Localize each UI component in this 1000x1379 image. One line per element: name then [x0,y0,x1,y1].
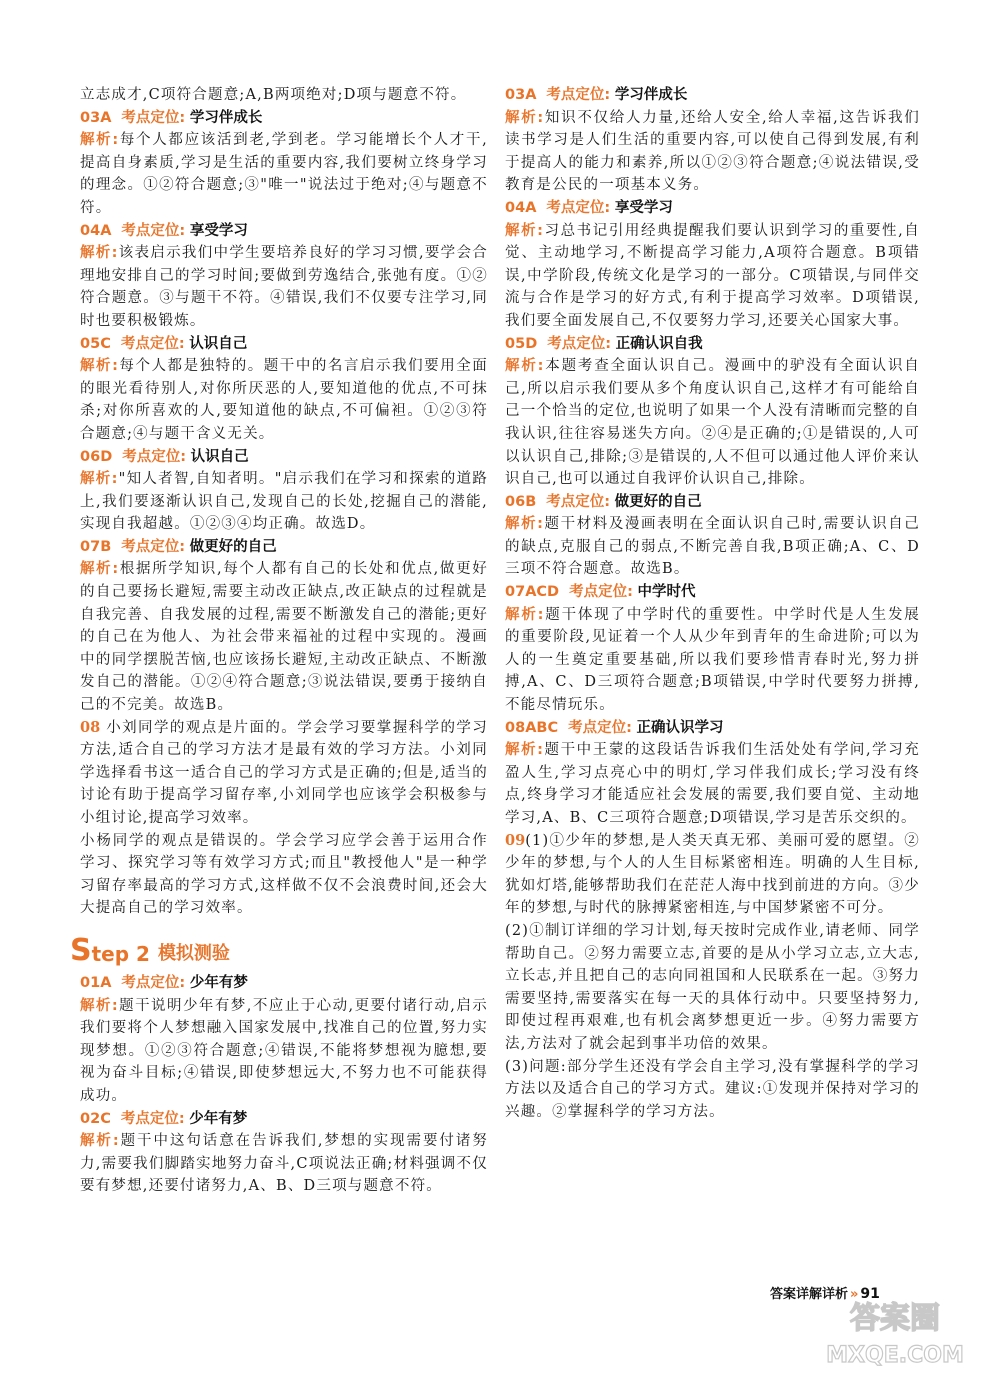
answer-item: 07ACD 考点定位: 中学时代 解析:题干体现了中学时代的重要性。中学时代是人生发展的重要阶段,见证着一个人从少年到青年的生命进阶;可以为人的一生奠定重要基础,所以我们要珍惜青春时光,努力拼搏,A、C、D三项符合题意;B项错误,中学时代要努力拼搏,不能尽情玩乐。 [505,584,920,714]
right-column [505,84,920,1123]
answer-item: 06B 考点定位: 做更好的自己 解析:题干材料及漫画表明在全面认识自己时,需要认识自己的缺点,克服自己的弱点,不断完善自我,B项正确;A、C、D三项不符合题意。故选B。 [505,493,920,578]
answer-item: 05C 考点定位: 认识自己 解析:每个人都是独特的。题干中的名言启示我们要用全面的眼光看待别人,对你所厌恶的人,要知道他的优点,不可抹杀;对你所喜欢的人,要知道他的缺点,不可偏袒。①②③符合题意;④与题干含义无关。 [80,335,488,442]
step-2-heading: S tep 2 模拟测验 [70,932,230,968]
intro-text: 立志成才,C项符合题意;A,B两项绝对;D项与题意不符。 [80,87,467,103]
svg-text:MXQE.COM: MXQE.COM [826,1343,964,1368]
svg-text:答案圈: 答案圈 [850,1301,940,1336]
answer-item: 03A 考点定位: 学习伴成长 解析:知识不仅给人力量,还给人安全,给人幸福,这告诉我们读书学习是人们生活的重要内容,可以使自己得到发展,有利于提高人的能力和素养,所以①②③符合题意;④说法错误,受教育是公民的一项基本义务。 [505,87,920,194]
answer-item: 06D 考点定位: 认识自己 解析:"知人者智,自知者明。"启示我们在学习和探索的道路上,我们要逐渐认识自己,发现自己的长处,挖掘自己的潜能,实现自我超越。①②③④均正确。故选D。 [80,448,488,533]
answer-item: 04A 考点定位: 享受学习 解析:习总书记引用经典提醒我们要认识到学习的重要性,自觉、主动地学习,不断提高学习能力,A项符合题意。B项错误,中学阶段,传统文化是学习的一部分。C项错误,与同伴交流与合作是学习的好方式,有利于提高学习效率。D项错误,我们要全面发展自己,不仅要努力学习,还要关心国家大事。 [505,199,920,329]
question-09: 09(1)①少年的梦想,是人类天真无邪、美丽可爱的愿望。②少年的梦想,与个人的人生目标紧密相连。明确的人生目标,犹如灯塔,能够帮助我们在茫茫人海中找到前进的方向。③少年的梦想,与时代的脉搏紧密相连,与中国梦紧密不可分。 (2)①制订详细的学习计划,每天按时完成作业,请老师、同学帮助自己。②努力需要立志,首要的是从小学习立志,立大志,立长志,并且把自己的志向同祖国和人民联系在一起。③努力需要坚持,需要落实在每一天的具体行动中。只要坚持努力,即使过程再艰难,也有机会离梦想更近一步。④努力需要方法,方法对了就会起到事半功倍的效果。 (3)问题:部分学生还没有学会自主学习,没有掌握科学的学习方法以及适合自己的学习方式。建议:①发现并保持对学习的兴趣。②掌握科学的学习方法。 [505,831,920,1120]
page-number: 91 [860,1286,880,1302]
answer-item: 07B 考点定位: 做更好的自己 解析:根据所学知识,每个人都有自己的长处和优点,做更好的自己要扬长避短,需要主动改正缺点,改正缺点的过程就是自我完善、自我发展的过程,需要不断激发自己的潜能;更好的自己在为他人、为社会带来福祉的过程中实现的。漫画中的同学摆脱苦恼,也应该扬长避短,主动改正缺点、不断激发自己的潜能。①②④符合题意;③说法错误,要勇于接纳自己的不完美。故选B。 [80,538,488,714]
answer-item: 02C 考点定位: 少年有梦 解析:题干中这句话意在告诉我们,梦想的实现需要付诸努力,需要我们脚踏实地努力奋斗,C项说法正确;材料强调不仅要有梦想,还要付诸努力,A、B、D三项与题意不符。 [80,1110,488,1195]
answer-item: 05D 考点定位: 正确认识自我 解析:本题考查全面认识自己。漫画中的驴没有全面认识自己,所以启示我们要从多个角度认识自己,这样才有可能给自己一个恰当的定位,也说明了如果一个人没有清晰而完整的自我认识,往往容易迷失方向。②④是正确的;①是错误的,人可以认识自己,排除;③是错误的,人不但可以通过他人评价来认识自己,也可以通过自我评价认识自己,排除。 [505,335,920,488]
question-08: 08 小刘同学的观点是片面的。学会学习要掌握科学的学习方法,适合自己的学习方法才是最有效的学习方法。小刘同学选择看书这一适合自己的学习方式是正确的;但是,适当的讨论有助于提高学习留存率,小刘同学也应该学会积极参与小组讨论,提高学习效率。 小杨同学的观点是错误的。学会学习应学会善于运用合作学习、探究学习等有效学习方式;而且"教授他人"是一种学习留存率最高的学习方式,这样做不仅不会浪费时间,还会大大提高自己的学习效率。 [80,718,488,917]
answer-item: 08ABC 考点定位: 正确认识学习 解析:题干中王蒙的这段话告诉我们生活处处有学问,学习充盈人生,学习点亮心中的明灯,学习伴我们成长;学习没有终点,终身学习才能适应社会发展的需要,我们要自觉、主动地学习,A、B、C三项符合题意;D项错误,学习是苦乐交织的。 [505,719,920,826]
answer-item: 01A 考点定位: 少年有梦 解析:题干说明少年有梦,不应止于心动,更要付诸行动,启示我们要将个人梦想融入国家发展中,找准自己的位置,努力实现梦想。①②③符合题意;④错误,不能将梦想视为臆想,要视为奋斗目标;④错误,即使梦想远大,不努力也不可能获得成功。 [80,974,488,1104]
left-column [70,84,488,1198]
answer-item: 03A 考点定位: 学习伴成长 解析:每个人都应该活到老,学到老。学习能增长个人才干,提高自身素质,学习是生活的重要内容,我们要树立终身学习的理念。①②符合题意;③"唯一"说法过于绝对;④与题意不符。 [80,109,488,216]
footer-label: 答案详解详析 [770,1287,849,1302]
answer-item: 04A 考点定位: 享受学习 解析:该表启示我们中学生要培养良好的学习习惯,要学会合理地安排自己的学习时间;要做到劳逸结合,张弛有度。①②符合题意。③与题干不符。④错误,我们不仅要专注学习,同时也要积极锻炼。 [80,222,488,329]
watermark-logo [820,1290,970,1370]
double-chevron-icon: » [850,1287,859,1302]
